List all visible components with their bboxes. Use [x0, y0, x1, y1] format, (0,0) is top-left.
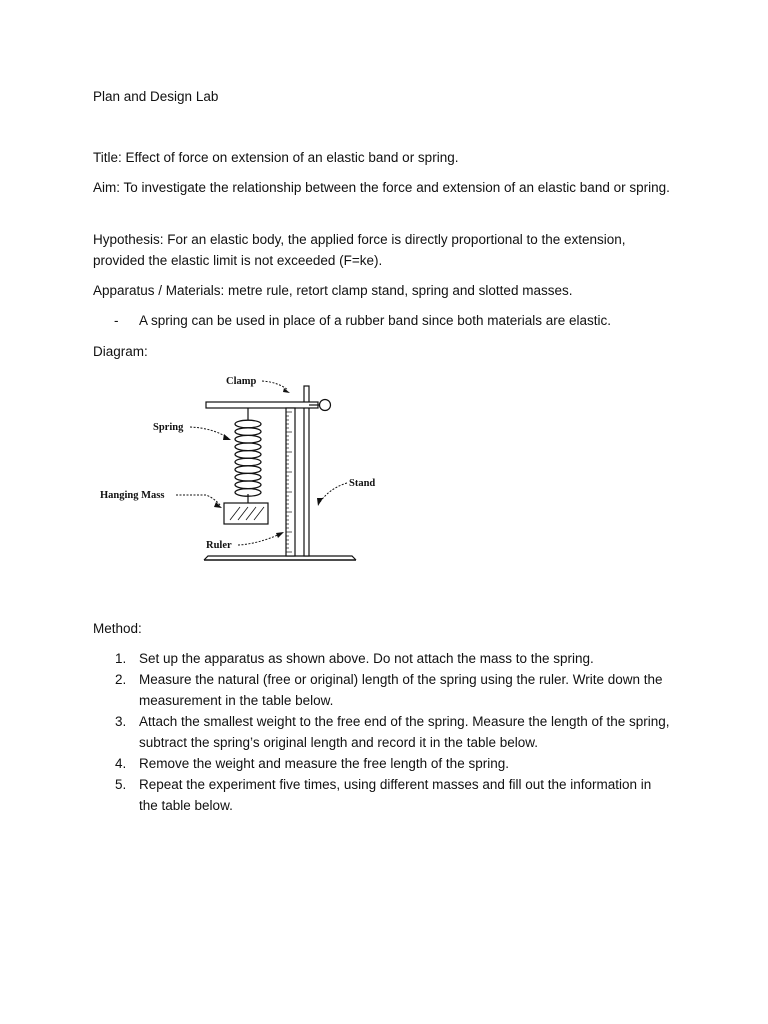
method-step-text: Repeat the experiment five times, using different masses and fill out the information in the table below. — [139, 777, 652, 813]
method-step — [93, 669, 673, 711]
method-step-number: 2. — [115, 672, 127, 687]
method-step — [93, 648, 673, 669]
method-step-number: 4. — [115, 756, 127, 771]
stand-rod — [304, 386, 309, 556]
spring-coil — [235, 420, 261, 428]
method-step — [93, 711, 673, 753]
title-paragraph: Title: Effect of force on extension of an elastic band or spring. — [93, 150, 459, 165]
hypothesis-paragraph: Hypothesis: For an elastic body, the applied force is directly proportional to the extension, provided the elastic limit is not exceeded (F=ke). — [93, 232, 626, 268]
method-step — [93, 774, 673, 816]
spring-coil — [235, 443, 261, 451]
apparatus-diagram — [98, 368, 390, 568]
spring-coil — [235, 458, 261, 466]
spring-coil — [235, 466, 261, 474]
method-step-text: Attach the smallest weight to the free end of the spring. Measure the length of the spring, subtract the spring’s original length and record it in the table below. — [139, 714, 670, 750]
label-hanging-mass: Hanging Mass — [100, 490, 165, 501]
mass-arrowhead — [214, 502, 222, 508]
spring-coil — [235, 481, 261, 489]
label-ruler: Ruler — [206, 540, 232, 551]
ruler-body — [286, 408, 295, 556]
spring-arrow — [190, 427, 228, 438]
clamp-knob — [320, 400, 331, 411]
method-steps — [93, 648, 673, 816]
hanging-mass-block — [224, 503, 268, 524]
apparatus-paragraph: Apparatus / Materials: metre rule, retort clamp stand, spring and slotted masses. — [93, 283, 573, 298]
page-heading: Plan and Design Lab — [93, 89, 219, 104]
method-label: Method: — [93, 621, 142, 636]
spring-arrowhead — [223, 434, 231, 440]
label-stand: Stand — [349, 478, 376, 489]
ruler-arrow — [238, 534, 280, 545]
spring-coil — [235, 473, 261, 481]
method-step-text: Set up the apparatus as shown above. Do not attach the mass to the spring. — [139, 651, 594, 666]
aim-paragraph: Aim: To investigate the relationship between the force and extension of an elastic band or spring. — [93, 180, 670, 195]
spring-coil — [235, 428, 261, 436]
method-step-number: 5. — [115, 777, 127, 792]
bullet-marker: - — [114, 313, 119, 328]
diagram-label: Diagram: — [93, 344, 148, 359]
method-step-text: Remove the weight and measure the free length of the spring. — [139, 756, 509, 771]
method-step — [93, 753, 673, 774]
label-clamp: Clamp — [226, 376, 257, 387]
method-step-number: 1. — [115, 651, 127, 666]
clamp-arm — [206, 402, 318, 408]
method-step-text: Measure the natural (free or original) length of the spring using the ruler. Write down the measurement in the table below. — [139, 672, 663, 708]
stand-arrowhead — [317, 498, 323, 506]
bullet-text: A spring can be used in place of a rubber band since both materials are elastic. — [139, 313, 612, 328]
spring-coil — [235, 435, 261, 443]
label-spring: Spring — [153, 422, 184, 433]
stand-arrow — [320, 483, 347, 502]
mass-arrow — [176, 495, 220, 505]
method-step-number: 3. — [115, 714, 127, 729]
ruler-arrowhead — [276, 532, 284, 538]
spring-coil — [235, 451, 261, 459]
spring-coils — [235, 420, 261, 496]
